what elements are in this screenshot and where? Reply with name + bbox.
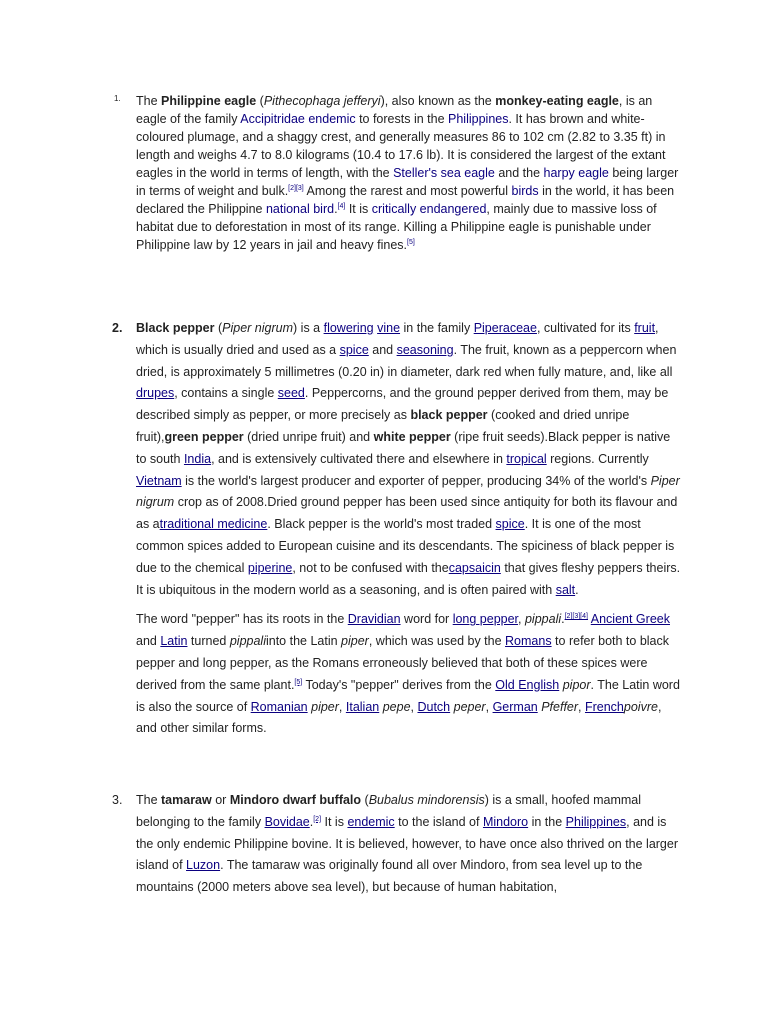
bold-term: monkey-eating eagle bbox=[495, 94, 619, 108]
italic-term: Pfeffer bbox=[541, 699, 579, 714]
italic-term: piper bbox=[311, 699, 339, 714]
bold-term: tamaraw bbox=[161, 793, 212, 807]
link-spice[interactable]: spice bbox=[339, 342, 369, 357]
list-item-black-pepper bbox=[112, 318, 681, 740]
link-harpy-eagle[interactable]: harpy eagle bbox=[543, 166, 609, 180]
scientific-name: Pithecophaga jefferyi bbox=[263, 94, 381, 108]
link-critically-endangered[interactable]: critically endangered bbox=[371, 202, 487, 216]
scientific-name: Piper nigrum bbox=[222, 321, 294, 335]
link-fruit[interactable]: fruit bbox=[634, 321, 656, 335]
list-item-tamaraw bbox=[112, 790, 681, 899]
link-dutch[interactable]: Dutch bbox=[417, 699, 451, 714]
link-luzon[interactable]: Luzon bbox=[186, 858, 221, 873]
italic-term: piper bbox=[341, 634, 369, 649]
bold-term: Mindoro dwarf buffalo bbox=[229, 793, 362, 807]
link-romanian[interactable]: Romanian bbox=[250, 699, 308, 714]
citation-link[interactable]: [4] bbox=[337, 203, 346, 210]
list-number: 2. bbox=[112, 321, 123, 335]
list-number: 3. bbox=[112, 793, 123, 807]
italic-term: pipor bbox=[562, 677, 591, 692]
link-long-pepper[interactable]: long pepper bbox=[452, 612, 519, 627]
link-ancient-greek[interactable]: Ancient Greek bbox=[590, 612, 670, 627]
link-stellers-sea-eagle[interactable]: Steller's sea eagle bbox=[393, 166, 495, 180]
italic-term: pepe bbox=[382, 699, 411, 714]
link-birds[interactable]: birds bbox=[511, 184, 539, 198]
scientific-name: Bubalus mindorensis bbox=[368, 793, 485, 807]
link-italian[interactable]: Italian bbox=[345, 699, 380, 714]
citation-link[interactable]: [2][3] bbox=[288, 185, 304, 192]
citation-link[interactable]: [5] bbox=[294, 678, 303, 686]
link-bovidae[interactable]: Bovidae bbox=[264, 814, 310, 829]
link-piperaceae[interactable]: Piperaceae bbox=[473, 321, 537, 335]
italic-term: poivre bbox=[623, 699, 658, 714]
link-french[interactable]: French bbox=[584, 699, 624, 714]
link-latin[interactable]: Latin bbox=[160, 634, 188, 649]
link-vine[interactable]: vine bbox=[377, 321, 401, 335]
link-piperine[interactable]: piperine bbox=[247, 560, 293, 575]
link-seed[interactable]: seed bbox=[277, 386, 305, 401]
bold-term: white pepper bbox=[373, 429, 451, 444]
list-number: 1. bbox=[114, 94, 121, 103]
link-mindoro[interactable]: Mindoro bbox=[482, 814, 529, 829]
link-india[interactable]: India bbox=[183, 451, 212, 466]
link-seasoning[interactable]: seasoning bbox=[396, 342, 454, 357]
link-german[interactable]: German bbox=[492, 699, 538, 714]
link-philippines[interactable]: Philippines bbox=[565, 814, 627, 829]
link-accipitridae[interactable]: Accipitridae bbox=[240, 112, 305, 126]
link-flowering[interactable]: flowering bbox=[323, 321, 374, 335]
link-old-english[interactable]: Old English bbox=[495, 677, 560, 692]
list-item-philippine-eagle bbox=[114, 92, 681, 254]
link-drupes[interactable]: drupes bbox=[136, 386, 175, 401]
italic-term: pippali bbox=[524, 612, 562, 627]
link-spice[interactable]: spice bbox=[495, 517, 525, 532]
bold-term: green pepper bbox=[164, 429, 244, 444]
link-dravidian[interactable]: Dravidian bbox=[347, 612, 401, 627]
link-traditional-medicine[interactable]: traditional medicine bbox=[159, 517, 268, 532]
paragraph: The Philippine eagle (Pithecophaga jefferyi), also known as the monkey-eating eagle, is an eagle of the family Accipitridae endemic to forests in the Philippines. It has brown and white-coloured plumage, and a shaggy crest, and generally measures 86 to 102 cm (2.82 to 3.35 ft) in length and weighs 4.7 to 8.0 kilograms (10.4 to 17.6 lb). It is considered the largest of the extant eagles in the world in terms of length, with the Steller's sea eagle and the harpy eagle being larger in terms of weight and bulk.[2][3] Among the rarest and most powerful birds in the world, it has been declared the Philippine national bird.[4] It is critically endangered, mainly due to massive loss of habitat due to deforestation in most of its range. Killing a Philippine eagle is punishable under Philippine law by 12 years in jail and heavy fines.[5] bbox=[136, 94, 679, 252]
link-national-bird[interactable]: national bird bbox=[265, 202, 335, 216]
link-endemic[interactable]: endemic bbox=[347, 814, 395, 829]
link-tropical[interactable]: tropical bbox=[506, 451, 547, 466]
citation-link[interactable]: [5] bbox=[407, 239, 415, 246]
link-vietnam[interactable]: Vietnam bbox=[136, 473, 182, 488]
bold-term: Philippine eagle bbox=[161, 94, 257, 108]
citation-link[interactable]: [2] bbox=[313, 815, 322, 823]
bold-term: Black pepper bbox=[136, 321, 215, 335]
link-romans[interactable]: Romans bbox=[505, 634, 552, 649]
paragraph: The word "pepper" has its roots in the Dravidian word for long pepper, pippali.[2][3][4] Ancient Greek and Latin turned pippaliinto the Latin piper, which was used by the Romans to refer both to black pepper and long pepper, as the Romans erroneously believed that both of these spices were derived from the same plant.[5] Today's "pepper" derives from the Old English pipor. The Latin word is also the source of Romanian piper, Italian pepe, Dutch peper, German Pfeffer, Frenchpoivre, and other similar forms. bbox=[136, 612, 680, 736]
link-salt[interactable]: salt bbox=[555, 582, 576, 597]
paragraph: The tamaraw or Mindoro dwarf buffalo (Bubalus mindorensis) is a small, hoofed mammal belonging to the family Bovidae.[2] It is endemic to the island of Mindoro in the Philippines, and is the only endemic Philippine bovine. It is believed, however, to have once also thrived on the larger island of Luzon. The tamaraw was originally found all over Mindoro, from sea level up to the mountains (2000 meters above sea level), but because of human habitation, bbox=[136, 793, 678, 895]
citation-link[interactable]: [2][3][4] bbox=[564, 613, 588, 621]
italic-term: pippali bbox=[229, 634, 266, 649]
paragraph: Black pepper (Piper nigrum) is a flowering vine in the family Piperaceae, cultivated for its fruit, which is usually dried and used as a spice and seasoning. The fruit, known as a peppercorn when dried, is approximately 5 millimetres (0.20 in) in diameter, dark red when fully mature, and, like all drupes, contains a single seed. Peppercorns, and the ground pepper derived from them, may be described simply as pepper, or more precisely as black pepper (cooked and dried unripe fruit),green pepper (dried unripe fruit) and white pepper (ripe fruit seeds).Black pepper is native to south India, and is extensively cultivated there and elsewhere in tropical regions. Currently Vietnam is the world's largest producer and exporter of pepper, producing 34% of the world's Piper nigrum crop as of 2008.Dried ground pepper has been used since antiquity for both its flavour and as atraditional medicine. Black pepper is the world's most traded spice. It is one of the most common spices added to European cuisine and its descendants. The spiciness of black pepper is due to the chemical piperine, not to be confused with thecapsaicin that gives fleshy peppers theirs. It is ubiquitous in the modern world as a seasoning, and is often paired with salt. bbox=[136, 321, 681, 597]
scientific-name: Piper nigrum bbox=[136, 473, 680, 510]
link-endemic[interactable]: endemic bbox=[308, 112, 356, 126]
bold-term: black pepper bbox=[410, 408, 488, 423]
italic-term: peper bbox=[453, 699, 486, 714]
link-capsaicin[interactable]: capsaicin bbox=[448, 560, 501, 575]
link-philippines[interactable]: Philippines bbox=[448, 112, 509, 126]
